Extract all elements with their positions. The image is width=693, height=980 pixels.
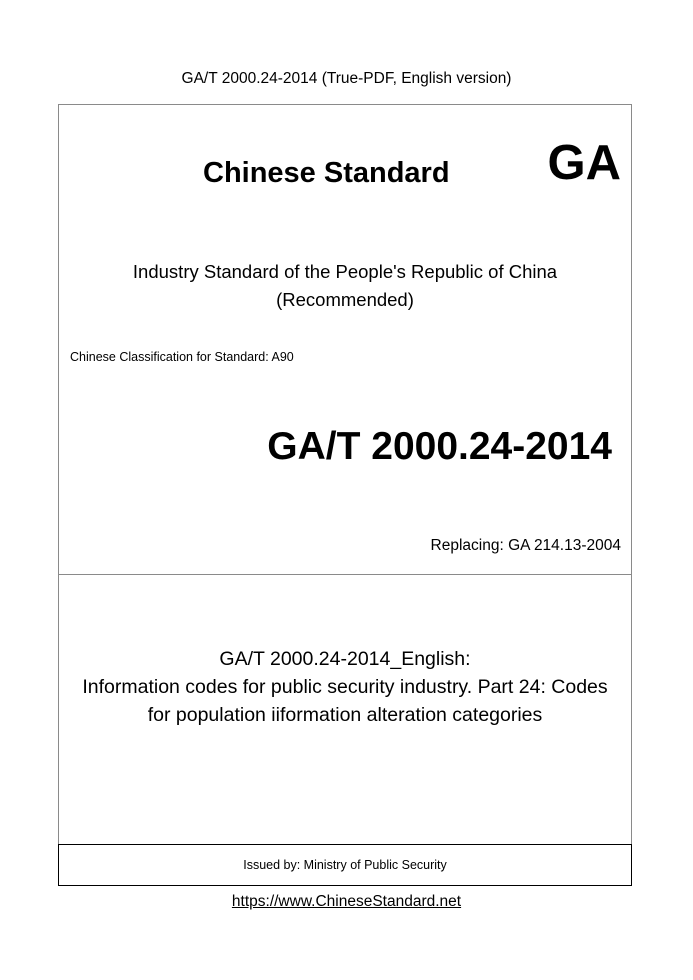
replacing-note: Replacing: GA 214.13-2004 — [430, 537, 621, 554]
section-divider — [59, 574, 631, 575]
cover-title: Chinese Standard — [203, 157, 450, 189]
doc-title-line-3: for population iiformation alteration categories — [147, 704, 543, 726]
cover-frame — [58, 104, 632, 886]
issuer-text: Issued by: Ministry of Public Security — [243, 858, 447, 872]
doc-title-line-1: GA/T 2000.24-2014_English: — [219, 648, 471, 670]
website-link[interactable]: https://www.ChineseStandard.net — [231, 893, 462, 910]
issuer-box — [58, 844, 632, 886]
standard-code: GA — [547, 136, 621, 190]
header-caption: GA/T 2000.24-2014 (True-PDF, English version) — [181, 70, 512, 87]
site-link-container — [0, 893, 693, 911]
industry-line-2: (Recommended) — [276, 289, 414, 310]
industry-line-1: Industry Standard of the People's Republic of China — [132, 261, 558, 282]
industry-statement — [59, 258, 631, 314]
classification: Chinese Classification for Standard: A90 — [70, 350, 294, 364]
doc-title-line-2: Information codes for public security industry. Part 24: Codes — [82, 676, 608, 698]
document-title — [59, 645, 631, 729]
standard-number: GA/T 2000.24-2014 — [267, 425, 612, 468]
